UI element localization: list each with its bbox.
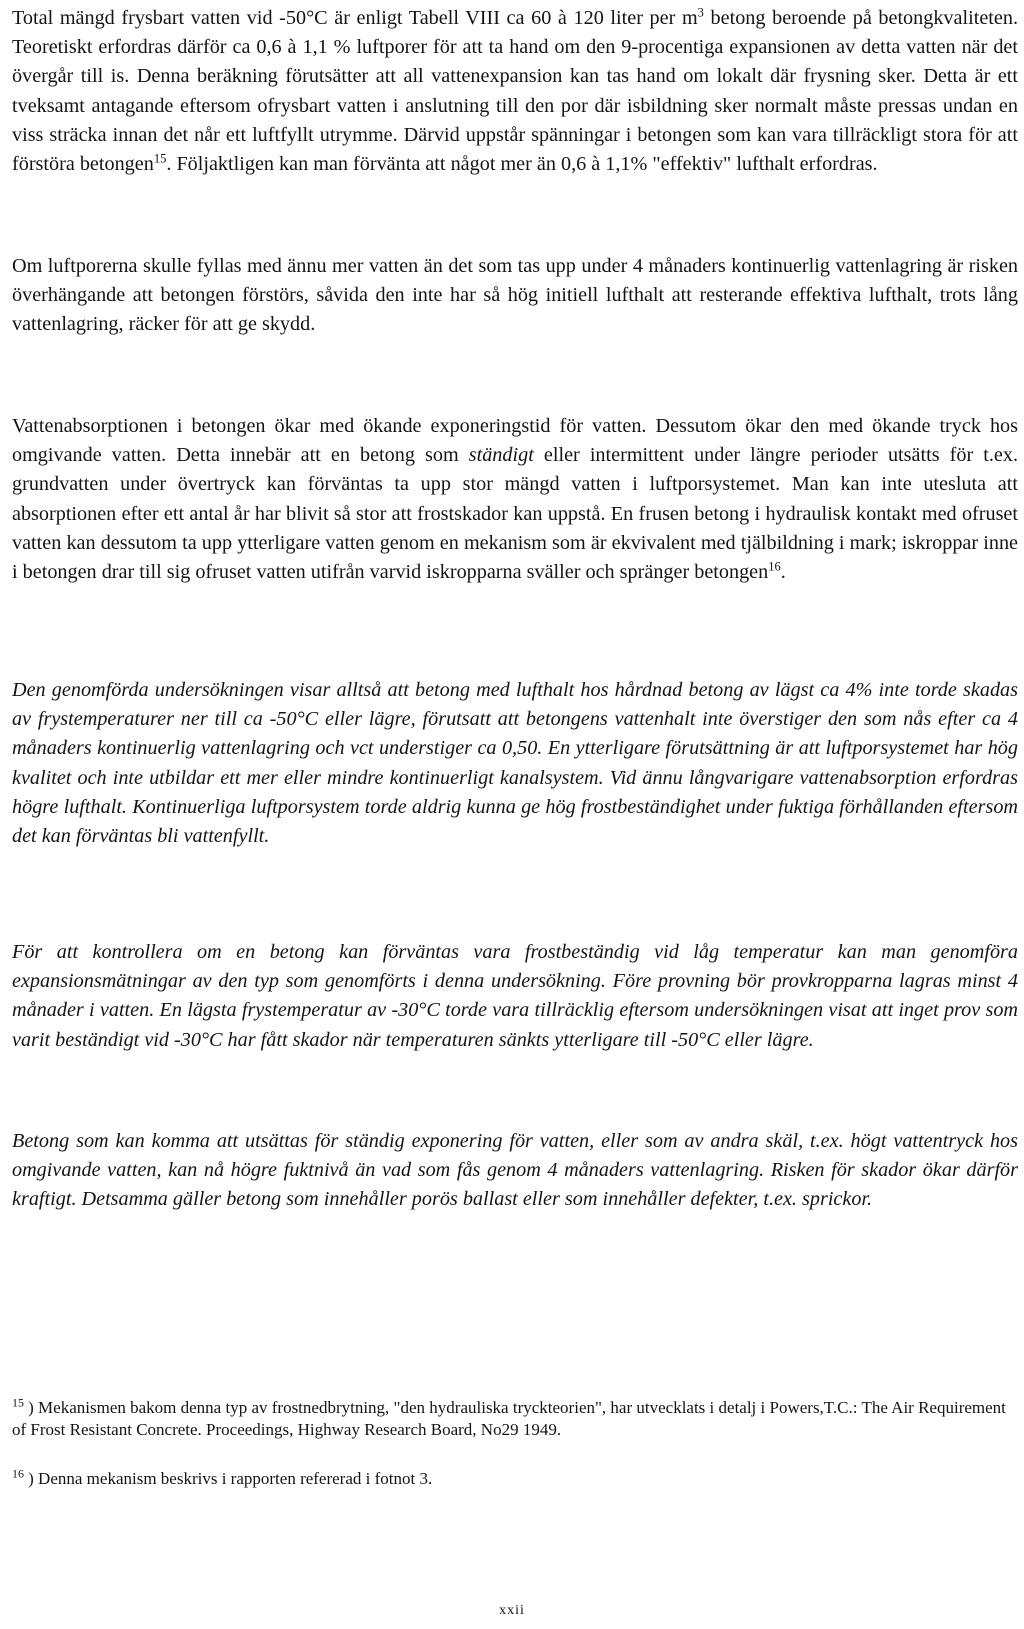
text-run: Om luftporerna skulle fyllas med ännu mer vatten än det som tas upp under 4 månaders kontinuerlig vattenlagring är risken överhängande att betongen förstörs, såvida den inte har så hög initiell lufthalt att resterande effektiva lufthalt, trots lång vattenlagring, räcker för att ge skydd. (12, 255, 1018, 336)
footnote-15 (12, 1397, 1018, 1441)
paragraph-frysbart-vatten (12, 4, 1018, 179)
paragraph-kontroll (12, 938, 1018, 1055)
text-run: betong beroende på betongkvaliteten. Teoretiskt erfordras därför ca 0,6 à 1,1 % luftporer för att ta hand om den 9-procentiga expansionen av detta vatten när det övergår till is. Denna beräkning förutsätter att all vattenexpansion kan tas hand om lokalt där frysning sker. Detta är ett tveksamt antagande eftersom ofrysbart vatten i anslutning till den por där isbildning sker normalt måste pressas undan en viss sträcka innan det når ett luftfyllt utrymme. Därvid uppstår spänningar i betongen som kan vara tillräckligt stora för att förstöra betongen (12, 7, 1018, 176)
footnote-16-text: ) Denna mekanism beskrivs i rapporten refererad i fotnot 3. (28, 1469, 433, 1488)
text-run: Vattenabsorptionen i betongen ökar med ökande exponeringstid för vatten. Dessutom ökar den med ökande tryck hos omgivande vatten. Detta innebär att en betong som (12, 415, 1018, 467)
page-number: xxii (499, 1603, 525, 1618)
footnote-16-number: 16 (12, 1466, 24, 1481)
paragraph-luftporer-fyllas (12, 252, 1018, 340)
paragraph-slutsats (12, 676, 1018, 851)
footnote-15-number: 15 (12, 1395, 24, 1410)
text-run: Total mängd frysbart vatten vid -50°C är enligt Tabell VIII ca 60 à 120 liter per m (12, 7, 698, 29)
paragraph-stadig-exponering (12, 1127, 1018, 1215)
paragraph-vattenabsorption (12, 412, 1018, 587)
footnote-15-text: ) Mekanismen bakom denna typ av frostnedbrytning, "den hydrauliska tryckteorien", har utvecklats i detalj i Powers,T.C.: The Air Requirement of Frost Resistant Concrete. Proceedings, Highway Research Board, No29 1949. (12, 1398, 1006, 1439)
footnote-reference: 16 (768, 559, 781, 574)
footnote-reference: 3 (697, 5, 704, 20)
footnote-reference: 15 (153, 151, 167, 166)
text-run: Den genomförda undersökningen visar alltså att betong med lufthalt hos hårdnad betong av lägst ca 4% inte torde skadas av frystemperaturer ner till ca -50°C eller lägre, förutsatt att betongens vattenhalt inte överstiger den som nås efter ca 4 månaders kontinuerlig vattenlagring och vct understiger ca 0,50. En ytterligare förutsättning är att luftporsystemet har hög kvalitet och inte utbildar ett mer eller mindre kontinuerligt kanalsystem. Vid ännu långvarigare vattenabsorption erfordras högre lufthalt. Kontinuerliga luftporsystem torde aldrig kunna ge hög frostbeständighet under fuktiga förhållanden eftersom det kan förväntas bli vattenfyllt. (12, 679, 1018, 848)
text-run: ständigt (468, 444, 534, 467)
footnote-16 (12, 1468, 1018, 1490)
text-run: eller intermittent under längre perioder utsätts för t.ex. grundvatten under övertryck kan förväntas ta upp stor mängd vatten i luftporsystemet. Man kan inte utesluta att absorptionen efter ett antal år har blivit så stor att frostskador kan uppstå. En frusen betong i hydraulisk kontakt med ofruset vatten kan dessutom ta upp ytterligare vatten genom en mekanism som är ekvivalent med tjälbildning i mark; iskroppar inne i betongen drar till sig ofruset vatten utifrån varvid iskropparna sväller och spränger betongen (12, 444, 1018, 584)
text-run: För att kontrollera om en betong kan förväntas vara frostbeständig vid låg temperatur kan man genomföra expansionsmätningar av den typ som genomförts i denna undersökning. Före provning bör provkropparna lagras minst 4 månader i vatten. En lägsta frystemperatur av -30°C torde vara tillräcklig eftersom undersökningen visat att inget prov som varit beständigt vid -30°C har fått skador när temperaturen sänkts ytterligare till -50°C eller lägre. (12, 941, 1018, 1051)
text-run: . Följaktligen kan man förvänta att något mer än 0,6 à 1,1% "effektiv" lufthalt erfordras. (166, 153, 878, 176)
text-run: Betong som kan komma att utsättas för ständig exponering för vatten, eller som av andra skäl, t.ex. högt vattentryck hos omgivande vatten, kan nå högre fuktnivå än vad som fås genom 4 månaders vattenlagring. Risken för skador ökar därför kraftigt. Detsamma gäller betong som innehåller porös ballast eller som innehåller defekter, t.ex. sprickor. (12, 1130, 1018, 1211)
text-run: . (780, 561, 786, 584)
